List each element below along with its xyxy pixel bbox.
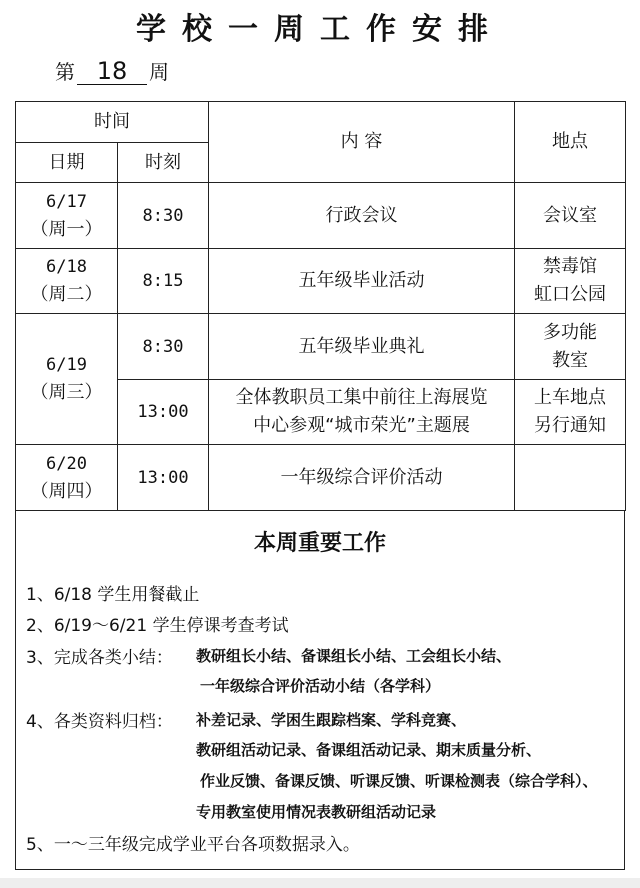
date: 6/20 bbox=[46, 453, 87, 474]
schedule-table bbox=[15, 101, 626, 511]
place-line: 虹口公园 bbox=[534, 284, 606, 305]
content-cell: 行政会议 bbox=[209, 183, 515, 249]
content-line: 中心参观“城市荣光”主题展 bbox=[253, 415, 470, 436]
place-line: 另行通知 bbox=[534, 415, 606, 436]
list-item-label: 3、完成各类小结： bbox=[26, 648, 173, 668]
table-row bbox=[16, 314, 626, 380]
list-item: 2、6/19～6/21 学生停课考查考试 bbox=[26, 616, 289, 636]
list-item-detail: 作业反馈、备课反馈、听课反馈、听课检测表（综合学科）、 bbox=[200, 772, 598, 790]
content-cell bbox=[209, 380, 515, 445]
date-cell bbox=[16, 183, 118, 249]
week-prefix: 第 bbox=[55, 60, 75, 84]
header-date: 日期 bbox=[16, 143, 118, 183]
list-item-detail: 补差记录、学困生跟踪档案、学科竞赛、 bbox=[196, 711, 467, 729]
important-work-title: 本周重要工作 bbox=[253, 530, 386, 556]
content-line: 全体教职员工集中前往上海展览 bbox=[235, 387, 488, 408]
content-cell: 一年级综合评价活动 bbox=[209, 445, 515, 511]
list-item: 1、6/18 学生用餐截止 bbox=[26, 585, 200, 605]
list-item: 5、一～三年级完成学业平台各项数据录入。 bbox=[26, 835, 360, 855]
time-cell: 8:30 bbox=[118, 314, 209, 380]
list-item-detail: 教研组长小结、备课组长小结、工会组长小结、 bbox=[196, 647, 512, 665]
place-cell bbox=[515, 249, 626, 314]
date-cell bbox=[16, 445, 118, 511]
week-suffix: 周 bbox=[149, 60, 169, 84]
header-place: 地点 bbox=[515, 102, 626, 183]
week-number: 18 bbox=[77, 58, 147, 85]
list-item-detail: 教研组活动记录、备课组活动记录、期末质量分析、 bbox=[196, 741, 542, 759]
weekday: （周三） bbox=[30, 382, 103, 403]
weekday: （周四） bbox=[30, 480, 103, 502]
time-cell: 13:00 bbox=[118, 380, 209, 445]
page-title: 学校一周工作安排 bbox=[136, 12, 504, 47]
list-item-label: 4、各类资料归档： bbox=[26, 712, 173, 732]
content-cell: 五年级毕业活动 bbox=[209, 249, 515, 314]
place-cell bbox=[515, 314, 626, 380]
header-time: 时间 bbox=[16, 102, 209, 143]
table-row bbox=[16, 183, 626, 249]
date-cell bbox=[16, 314, 118, 445]
header-moment: 时刻 bbox=[118, 143, 209, 183]
page-bottom-strip bbox=[0, 878, 640, 888]
table-row bbox=[16, 249, 626, 314]
weekday: （周一） bbox=[30, 218, 103, 240]
date: 6/17 bbox=[46, 191, 87, 212]
place-line: 多功能 bbox=[543, 321, 597, 343]
list-item-detail: 一年级综合评价活动小结（各学科） bbox=[200, 677, 441, 695]
date: 6/18 bbox=[46, 257, 87, 277]
table-row bbox=[16, 445, 626, 511]
place-cell bbox=[515, 445, 626, 511]
list-item-detail: 专用教室使用情况表教研组活动记录 bbox=[196, 803, 437, 821]
header-content: 内 容 bbox=[209, 102, 515, 183]
important-work-box bbox=[15, 510, 625, 870]
header-row-1 bbox=[16, 102, 626, 143]
place-line: 教室 bbox=[552, 349, 588, 371]
place-line: 上车地点 bbox=[534, 387, 606, 408]
time-cell: 13:00 bbox=[118, 445, 209, 511]
time-cell: 8:30 bbox=[118, 183, 209, 249]
place-line: 禁毒馆 bbox=[543, 256, 597, 277]
date-cell bbox=[16, 249, 118, 314]
week-line bbox=[55, 56, 169, 85]
place-cell bbox=[515, 380, 626, 445]
place-cell: 会议室 bbox=[515, 183, 626, 249]
weekday: （周二） bbox=[30, 284, 103, 305]
time-cell: 8:15 bbox=[118, 249, 209, 314]
date: 6/19 bbox=[46, 355, 87, 375]
content-cell: 五年级毕业典礼 bbox=[209, 314, 515, 380]
